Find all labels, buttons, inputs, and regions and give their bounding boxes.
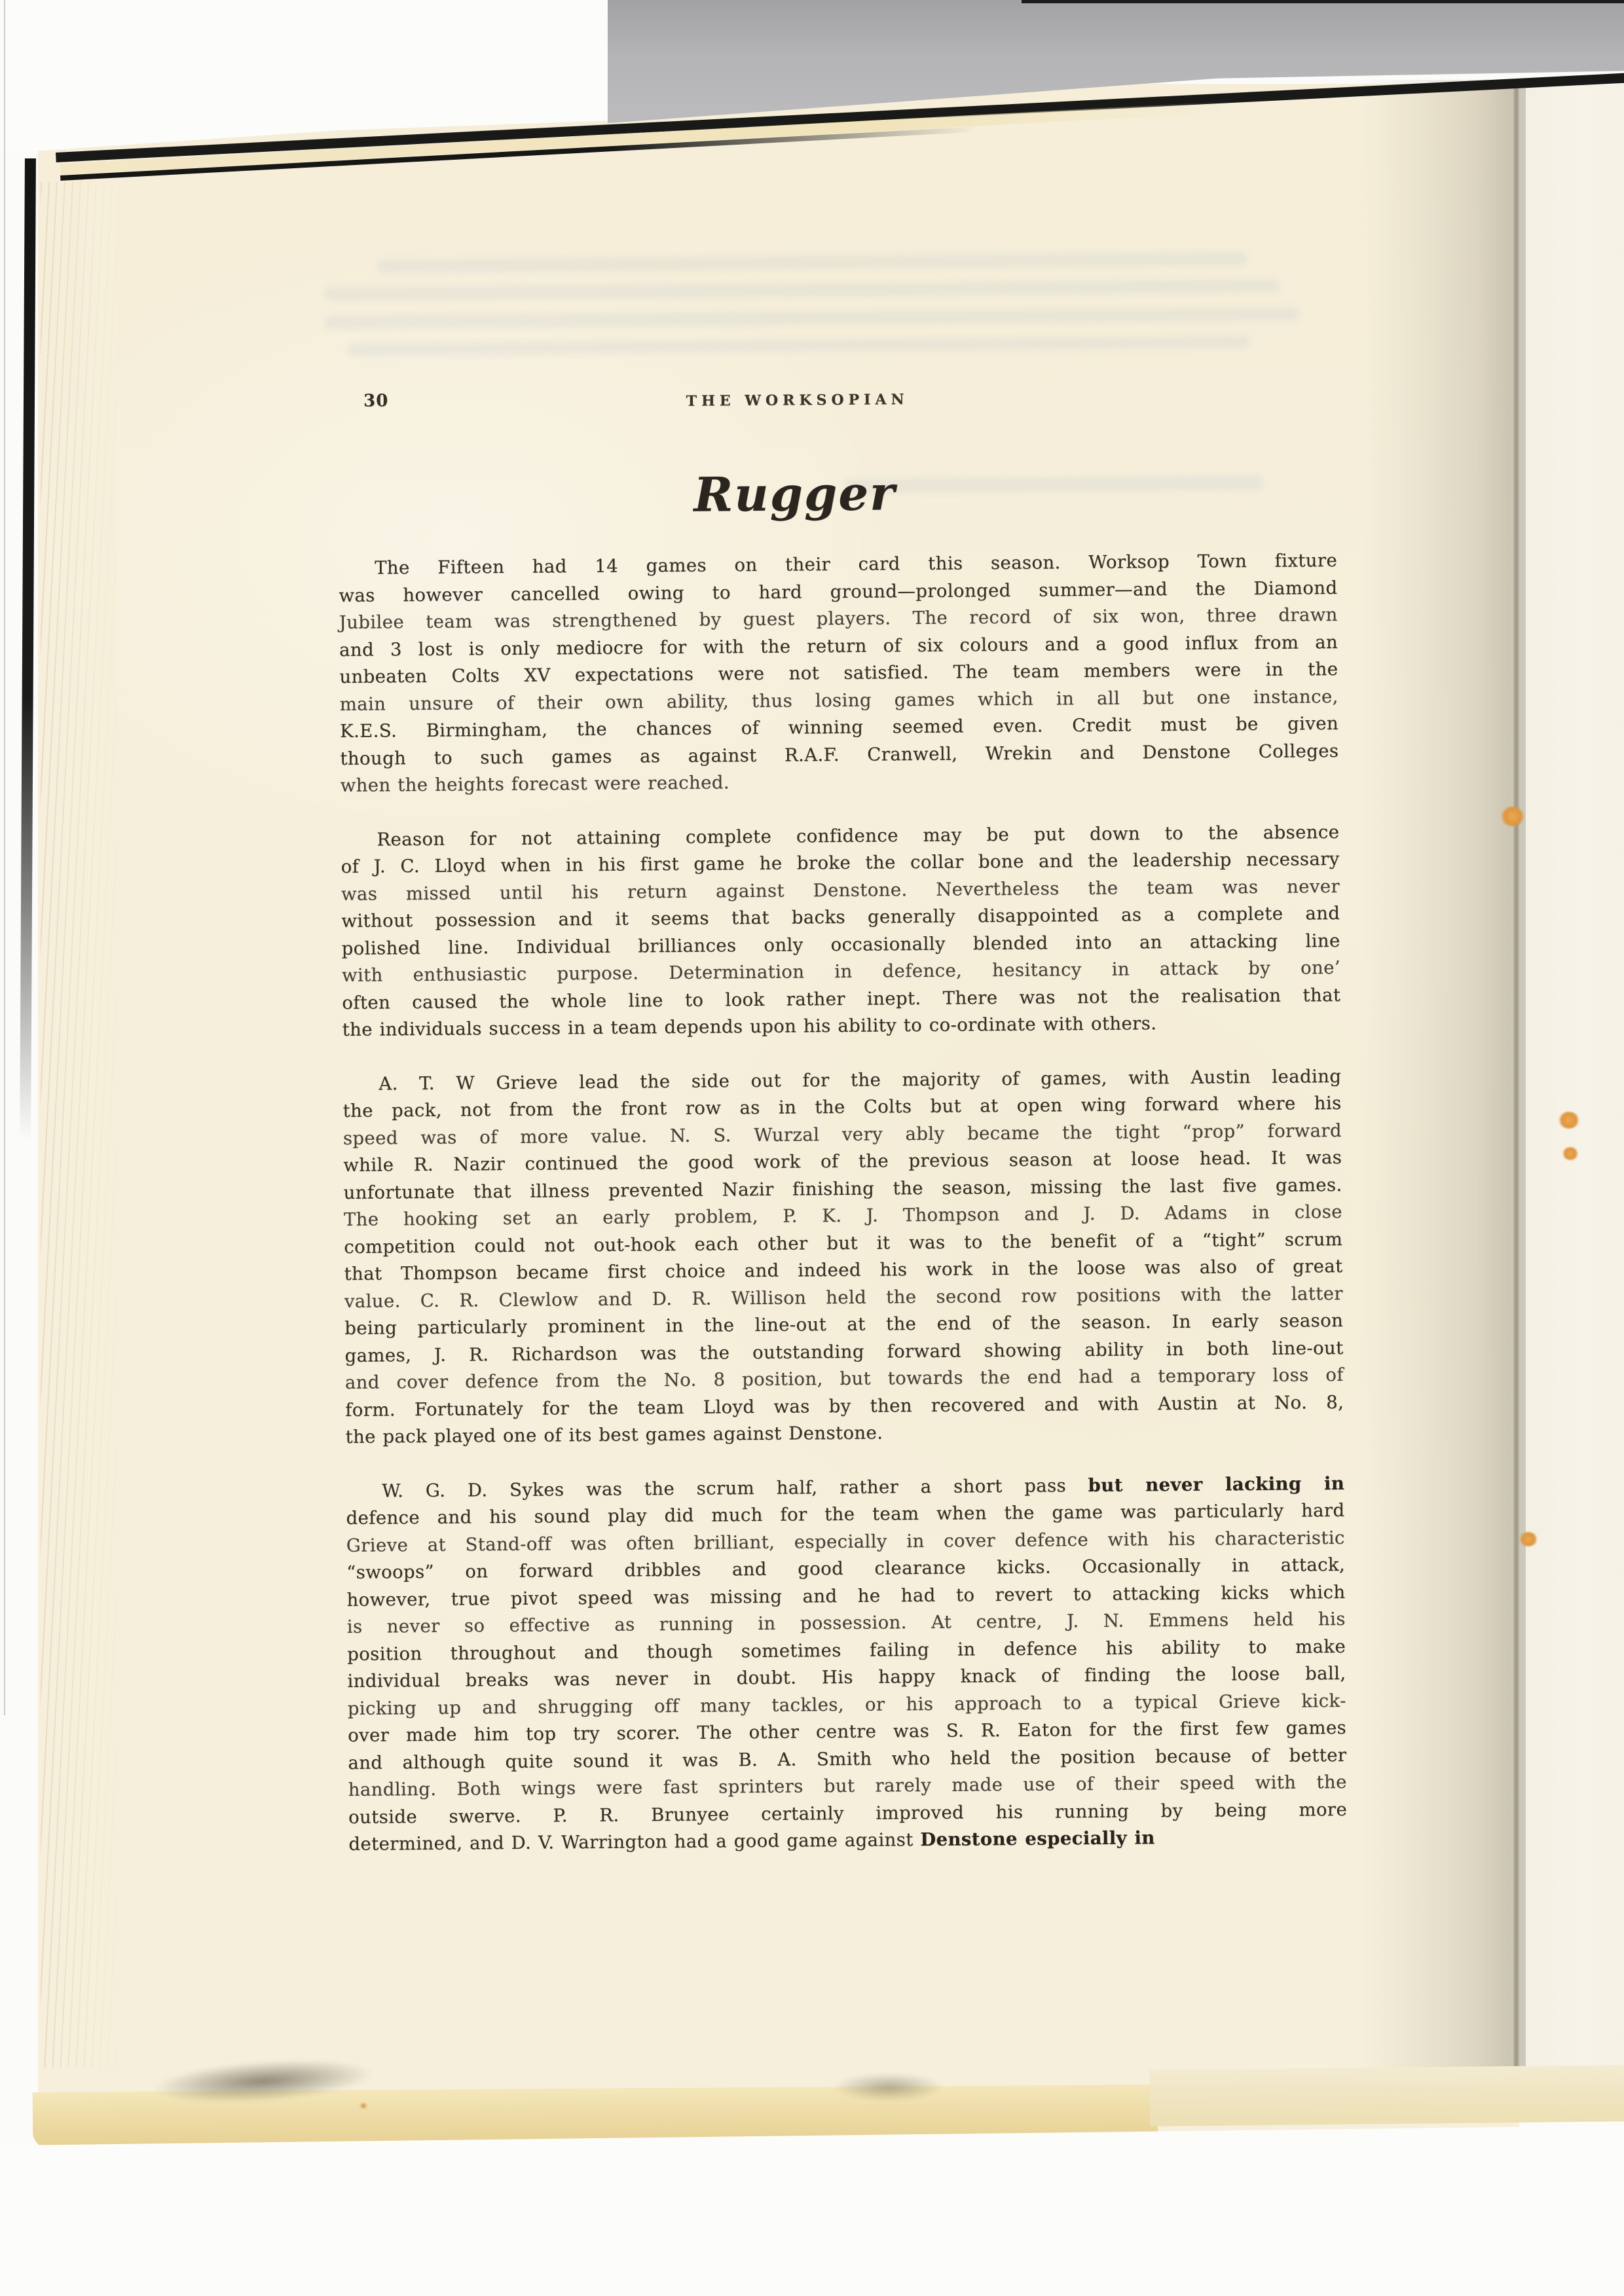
printed-text-block [337, 384, 1348, 1858]
text-line: Reason for not attaining complete confidence may be put down to the absence [377, 821, 1340, 850]
foxing-spot [1519, 1532, 1538, 1546]
text-line: position throughout and though sometimes failing in defence his ability to make [347, 1635, 1346, 1665]
text-line: W. G. D. Sykes was the scrum half, rather a short pass but never lacking in [382, 1472, 1345, 1502]
scanner-bed-bottom [0, 2126, 1624, 2296]
journal-title: THE WORKSOPIAN [686, 391, 909, 410]
text-line: games, J. R. Richardson was the outstanding forward showing ability in both line-out [344, 1337, 1344, 1366]
text-line: over made him top try scorer. The other centre was S. R. Eaton for the first few games [347, 1717, 1347, 1746]
text-line: the individuals success in a team depends upon his ability to co-ordinate with others. [342, 1013, 1157, 1040]
print-through-ghost [377, 251, 1247, 274]
paragraph [346, 1470, 1348, 1858]
text-line: The Fifteen had 14 games on their card this season. Worksop Town fixture [374, 550, 1338, 579]
foxing-spot [1559, 1112, 1579, 1129]
text-line: while R. Nazir continued the good work of the previous season at loose head. It was [343, 1146, 1342, 1176]
text-line: of J. C. Lloyd when in his first game he broke the collar bone and the leadership necessary [341, 848, 1340, 877]
text-line: main unsure of their own ability, thus losing games which in all but one instance, [339, 685, 1338, 715]
page-edge-stack [41, 182, 117, 2068]
book-cover-left-edge [20, 158, 36, 1140]
text-line: speed was of more value. N. S. Wurzal very ably became the tight “prop” forward [342, 1120, 1342, 1149]
facing-page-edge [1518, 79, 1624, 2102]
text-line: Jubilee team was strengthened by guest players. The record of six won, three drawn [339, 604, 1338, 633]
article-title: Rugger [693, 465, 896, 522]
text-line: outside swerve. P. R. Brunyee certainly improved his running by being more [348, 1798, 1348, 1828]
text-line: individual breaks was never in doubt. His happy knack of finding the loose ball, [347, 1662, 1346, 1692]
text-line: and cover defence from the No. 8 position, but towards the end had a temporary loss of [344, 1364, 1344, 1393]
text-line: K.E.S. Birmingham, the chances of winning seemed even. Credit must be given [339, 713, 1339, 742]
text-line: A. T. W Grieve lead the side out for the majority of games, with Austin leading [378, 1065, 1342, 1095]
text-line: however, true pivot speed was missing and he had to revert to attacking kicks which [346, 1581, 1346, 1611]
text-line: Grieve at Stand-off was often brilliant, especially in cover defence with his characteristic [346, 1527, 1345, 1556]
text-line: though to such games as against R.A.F. Cranwell, Wrekin and Denstone Colleges [340, 740, 1339, 769]
text-line: being particularly prominent in the line-out at the end of the season. In early season [344, 1309, 1344, 1339]
print-through-ghost [347, 335, 1251, 356]
text-line: the pack, not from the front row as in the Colts but at open wing forward where his [342, 1092, 1342, 1121]
left-page [38, 84, 1519, 2146]
text-line: form. Fortunately for the team Lloyd was by then recovered and with Austin at No. 8, [345, 1391, 1344, 1421]
text-line: competition could not out-hook each other but it was to the benefit of a “tight” scrum [344, 1228, 1343, 1258]
text-line: without possession and it seems that backs generally disappointed as a complete and [341, 902, 1340, 932]
print-through-ghost [324, 306, 1300, 329]
text-line: was however cancelled owing to hard ground—prolonged summer—and the Diamond [339, 577, 1338, 606]
text-line: with enthusiastic purpose. Determination in defence, hesitancy in attack by one’ [341, 957, 1341, 986]
edge-smudge [833, 2073, 944, 2102]
text-line: often caused the whole line to look rather inept. There was not the realisation that [342, 984, 1341, 1013]
text-line: polished line. Individual brilliances only occasionally blended into an attacking line [341, 930, 1340, 959]
text-line: is never so effective as running in possession. At centre, J. N. Emmens held his [346, 1608, 1346, 1637]
text-line: picking up and shrugging off many tackles, or his approach to a typical Grieve kick- [347, 1690, 1346, 1719]
paragraph [342, 1063, 1344, 1451]
text-line: that Thompson became first choice and indeed his work in the loose was also of great [344, 1255, 1343, 1285]
page-number: 30 [363, 391, 389, 411]
text-line: and although quite sound it was B. A. Smith who held the position because of better [348, 1744, 1347, 1774]
text-line: unfortunate that illness prevented Nazir finishing the season, missing the last five games. [343, 1174, 1342, 1203]
foxing-spot [1501, 807, 1524, 826]
foxing-spot [359, 2103, 368, 2109]
text-line: was missed until his return against Denstone. Nevertheless the team was never [341, 875, 1340, 905]
text-line: “swoops” on forward dribbles and good clearance kicks. Occasionally in attack, [346, 1554, 1346, 1583]
running-header [337, 384, 1336, 422]
text-line: defence and his sound play did much for the team when the game was particularly hard [346, 1499, 1345, 1529]
bottom-page-edges-right [1150, 2065, 1624, 2126]
gutter-shadow [1362, 80, 1526, 2100]
text-line: value. C. R. Clewlow and D. R. Willison held the second row positions with the latter [344, 1283, 1343, 1312]
foxing-spot [1562, 1147, 1578, 1160]
text-line: handling. Both wings were fast sprinters but rarely made use of their speed with the [348, 1771, 1347, 1800]
page-edge-line [1514, 81, 1519, 2098]
text-line: The hooking set an early problem, P. K. J. Thompson and J. D. Adams in close [343, 1201, 1343, 1230]
text-line: determined, and D. V. Warrington had a good game against Denstone especially in [348, 1827, 1155, 1855]
print-through-ghost [324, 279, 1280, 302]
text-line: when the heights forecast were reached. [340, 772, 730, 796]
text-line: the pack played one of its best games against Denstone. [345, 1422, 883, 1448]
paragraph [339, 547, 1339, 799]
text-line: unbeaten Colts XV expectations were not satisfied. The team members were in the [339, 659, 1338, 687]
text-line: and 3 lost is only mediocre for with the return of six colours and a good influx from an [339, 631, 1338, 661]
scanner-lid-edge-line [1022, 0, 1624, 3]
paragraph [341, 819, 1341, 1044]
article-body [339, 547, 1348, 1858]
